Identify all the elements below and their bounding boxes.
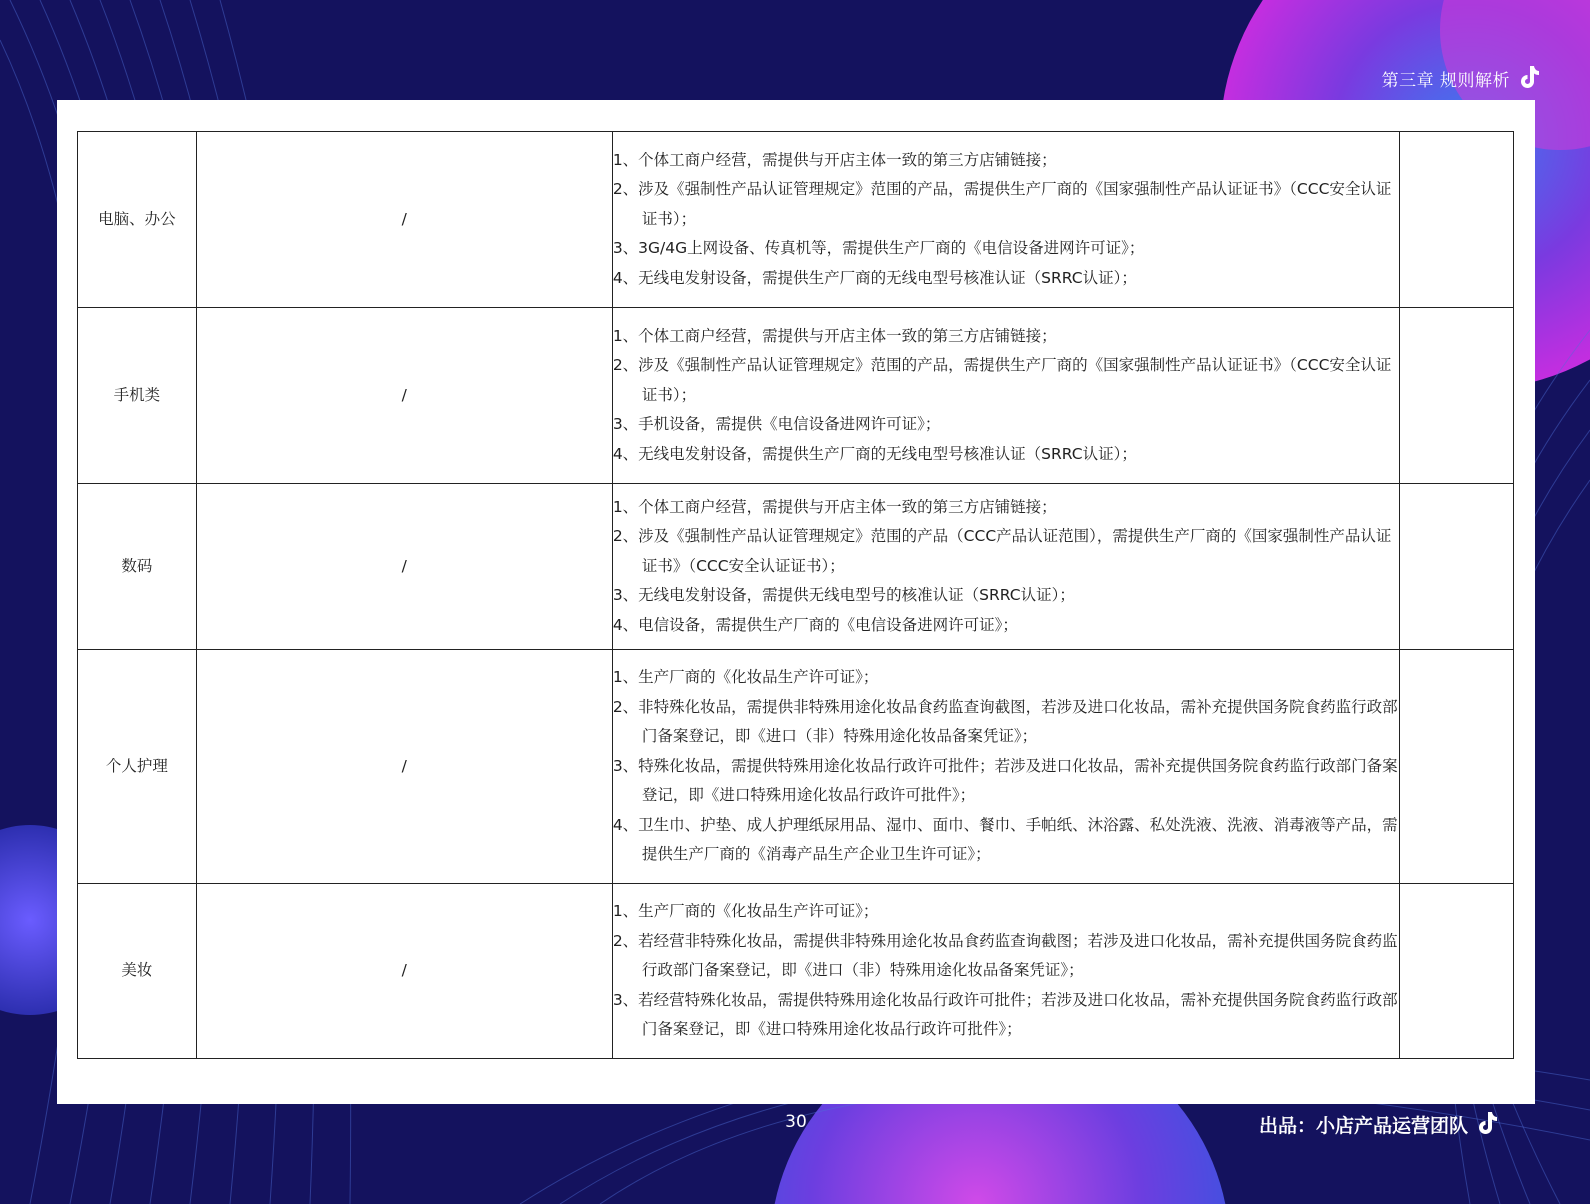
requirement-item: 3、手机设备，需提供《电信设备进网许可证》； (612, 415, 941, 434)
category-cell: 个人护理 (78, 650, 197, 884)
category-cell: 电脑、办公 (78, 132, 197, 308)
qualification-cell: / (196, 884, 612, 1059)
requirements-cell (612, 484, 1400, 650)
requirement-item: 2、若经营非特殊化妆品，需提供非特殊用途化妆品食药监查询截图；若涉及进口化妆品，需补充提供国务院食药监行政部门备案登记，即《进口（非）特殊用途化妆品备案凭证》； (612, 931, 1398, 980)
requirement-item: 1、生产厂商的《化妆品生产许可证》； (612, 902, 879, 921)
requirement-item: 4、无线电发射设备，需提供生产厂商的无线电型号核准认证（SRRC认证）； (612, 444, 1137, 463)
table-row (78, 484, 1514, 650)
requirement-item: 2、涉及《强制性产品认证管理规定》范围的产品（CCC产品认证范围），需提供生产厂商的《国家强制性产品认证证书》（CCC安全认证证书）； (612, 527, 1392, 575)
requirement-item: 4、电信设备，需提供生产厂商的《电信设备进网许可证》； (612, 615, 1018, 634)
requirement-item: 3、特殊化妆品，需提供特殊用途化妆品行政许可批件；若涉及进口化妆品，需补充提供国务院食药监行政部门备案登记，即《进口特殊用途化妆品行政许可批件》； (612, 756, 1398, 805)
requirement-item: 4、无线电发射设备，需提供生产厂商的无线电型号核准认证（SRRC认证）； (612, 268, 1137, 287)
category-cell: 美妆 (78, 884, 197, 1059)
empty-cell (1400, 132, 1514, 308)
empty-cell (1400, 484, 1514, 650)
content-sheet (57, 100, 1535, 1104)
qualification-cell: / (196, 308, 612, 484)
requirements-cell (612, 650, 1400, 884)
requirement-item: 1、个体工商户经营，需提供与开店主体一致的第三方店铺链接； (612, 150, 1057, 169)
requirement-item: 3、若经营特殊化妆品，需提供特殊用途化妆品行政许可批件；若涉及进口化妆品，需补充提供国务院食药监行政部门备案登记，即《进口特殊用途化妆品行政许可批件》； (612, 990, 1398, 1039)
requirement-item: 2、涉及《强制性产品认证管理规定》范围的产品，需提供生产厂商的《国家强制性产品认证证书》（CCC安全认证证书）； (612, 180, 1392, 228)
footer-credit: 出品：小店产品运营团队 (1258, 1115, 1468, 1137)
requirement-item: 4、卫生巾、护垫、成人护理纸尿用品、湿巾、面巾、餐巾、手帕纸、沐浴露、私处洗液、洗液、消毒液等产品，需提供生产厂商的《消毒产品生产企业卫生许可证》； (612, 815, 1398, 864)
requirement-item: 1、生产厂商的《化妆品生产许可证》； (612, 668, 879, 687)
qualification-cell: / (196, 650, 612, 884)
requirement-item: 3、3G/4G上网设备、传真机等，需提供生产厂商的《电信设备进网许可证》； (612, 239, 1145, 258)
requirement-item: 1、个体工商户经营，需提供与开店主体一致的第三方店铺链接； (612, 326, 1057, 345)
requirement-item: 3、无线电发射设备，需提供无线电型号的核准认证（SRRC认证）； (612, 586, 1075, 605)
qualification-cell: / (196, 484, 612, 650)
table-row (78, 308, 1514, 484)
table-row (78, 884, 1514, 1059)
empty-cell (1400, 884, 1514, 1059)
table-row (78, 132, 1514, 308)
category-cell: 手机类 (78, 308, 197, 484)
requirement-item: 2、非特殊化妆品，需提供非特殊用途化妆品食药监查询截图，若涉及进口化妆品，需补充提供国务院食药监行政部门备案登记，即《进口（非）特殊用途化妆品备案凭证》； (612, 697, 1398, 746)
table-row (78, 650, 1514, 884)
requirements-table (77, 131, 1514, 1059)
qualification-cell: / (196, 132, 612, 308)
tiktok-note-icon (1476, 1110, 1498, 1136)
tiktok-note-icon (1518, 64, 1540, 90)
chapter-title: 第三章 规则解析 (1381, 71, 1510, 91)
requirements-cell (612, 308, 1400, 484)
requirements-cell (612, 132, 1400, 308)
category-cell: 数码 (78, 484, 197, 650)
requirement-item: 1、个体工商户经营，需提供与开店主体一致的第三方店铺链接； (612, 497, 1057, 516)
page-number: 30 (785, 1112, 807, 1132)
requirements-cell (612, 884, 1400, 1059)
empty-cell (1400, 650, 1514, 884)
requirement-item: 2、涉及《强制性产品认证管理规定》范围的产品，需提供生产厂商的《国家强制性产品认证证书》（CCC安全认证证书）； (612, 356, 1392, 404)
empty-cell (1400, 308, 1514, 484)
